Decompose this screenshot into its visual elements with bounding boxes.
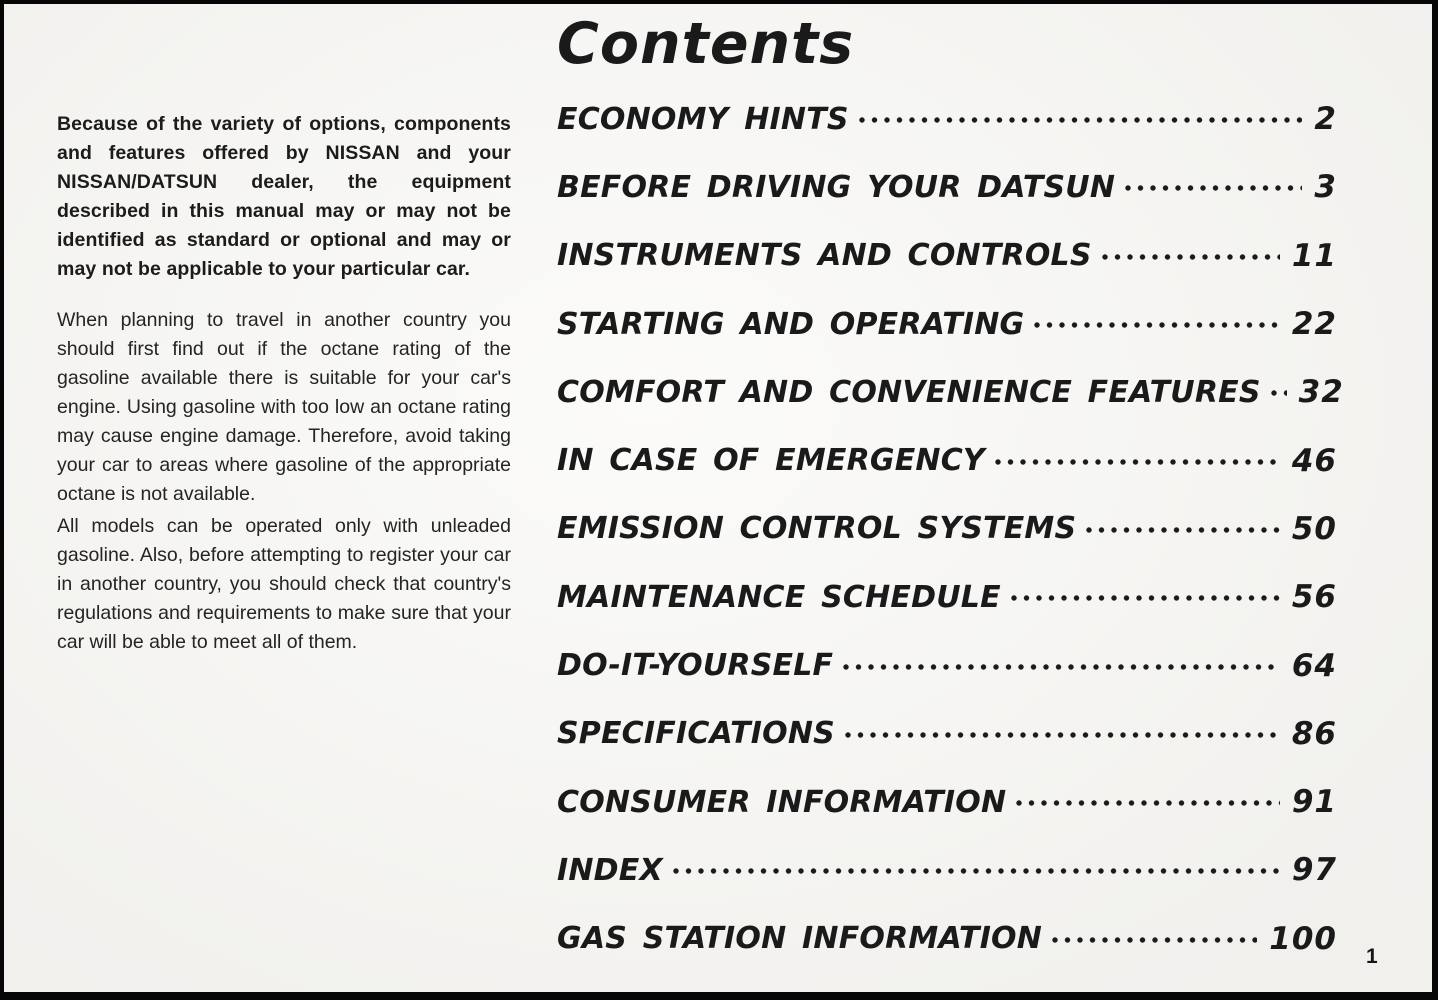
toc-entry-label: STARTING AND OPERATING <box>557 306 1025 342</box>
dot-leader <box>859 117 1303 123</box>
toc-entry-label: INSTRUMENTS AND CONTROLS <box>557 238 1092 274</box>
dot-leader <box>1052 937 1257 943</box>
dot-leader <box>843 664 1280 670</box>
toc-entry <box>557 905 1337 973</box>
contents-title: Contents <box>557 11 855 77</box>
toc-entry-page-number: 50 <box>1291 510 1337 547</box>
toc-entry-page-number: 22 <box>1291 306 1337 343</box>
dot-leader <box>673 868 1280 874</box>
dot-leader <box>1271 390 1287 396</box>
toc-entry-label: IN CASE OF EMERGENCY <box>557 443 985 479</box>
toc-entry-page-number: 3 <box>1314 169 1337 206</box>
toc-entry <box>557 290 1337 358</box>
dot-leader <box>1011 595 1280 601</box>
toc-entry-page-number: 32 <box>1298 374 1344 411</box>
intro-text-column <box>57 110 511 657</box>
toc-entry-label: GAS STATION INFORMATION <box>557 921 1043 957</box>
toc-entry <box>557 426 1337 494</box>
table-of-contents <box>557 85 1344 973</box>
toc-entry <box>557 700 1337 768</box>
toc-entry <box>557 836 1337 904</box>
dot-leader <box>1125 185 1302 191</box>
toc-entry-label: EMISSION CONTROL SYSTEMS <box>557 511 1077 547</box>
toc-entry-page-number: 56 <box>1291 579 1337 616</box>
octane-travel-paragraph: When planning to travel in another country you should first find out if the octane rating of the gasoline available there is suitable for your car's engine. Using gasoline with too low an octane rating may cause engine damage. Therefore, avoid taking your car to areas where gasoline of the appropriate octane is not available. <box>57 309 511 505</box>
toc-entry <box>557 563 1337 631</box>
toc-entry-label: COMFORT AND CONVENIENCE FEATURES <box>557 374 1261 410</box>
dot-leader <box>995 459 1280 465</box>
toc-entry-label: CONSUMER INFORMATION <box>557 784 1007 820</box>
toc-entry <box>557 495 1337 563</box>
toc-entry-label: MAINTENANCE SCHEDULE <box>557 579 1001 615</box>
equipment-notice-paragraph: Because of the variety of options, components and features offered by NISSAN and your NISSAN/DATSUN dealer, the equipment described in this manual may or may not be identified as standard or optional and may or may not be applicable to your particular car. <box>57 113 511 280</box>
toc-entry-page-number: 91 <box>1291 784 1337 821</box>
toc-entry <box>557 153 1337 221</box>
toc-entry-label: INDEX <box>557 852 663 888</box>
page-number: 1 <box>1366 945 1378 968</box>
toc-entry-label: SPECIFICATIONS <box>557 716 835 752</box>
toc-entry-page-number: 64 <box>1291 647 1337 684</box>
toc-entry-page-number: 2 <box>1314 101 1337 138</box>
unleaded-gasoline-paragraph: All models can be operated only with unleaded gasoline. Also, before attempting to register your car in another country, you should check that country's regulations and requirements to make sure that your car will be able to meet all of them. <box>57 515 511 653</box>
toc-entry <box>557 85 1337 153</box>
toc-entry-page-number: 97 <box>1291 852 1337 889</box>
dot-leader <box>1086 527 1280 533</box>
toc-entry-page-number: 86 <box>1291 715 1337 752</box>
toc-entry <box>557 631 1337 699</box>
page-surface <box>4 4 1432 992</box>
toc-entry-label: ECONOMY HINTS <box>557 101 849 137</box>
toc-entry-page-number: 100 <box>1269 920 1337 957</box>
dot-leader <box>845 732 1280 738</box>
toc-entry-page-number: 46 <box>1291 442 1337 479</box>
toc-entry-page-number: 11 <box>1291 237 1337 274</box>
dot-leader <box>1016 800 1280 806</box>
toc-entry <box>557 358 1344 426</box>
toc-entry <box>557 768 1337 836</box>
dot-leader <box>1034 322 1279 328</box>
toc-entry-label: BEFORE DRIVING YOUR DATSUN <box>557 169 1116 205</box>
toc-entry-label: DO-IT-YOURSELF <box>557 648 834 684</box>
toc-entry <box>557 222 1337 290</box>
dot-leader <box>1102 254 1280 260</box>
